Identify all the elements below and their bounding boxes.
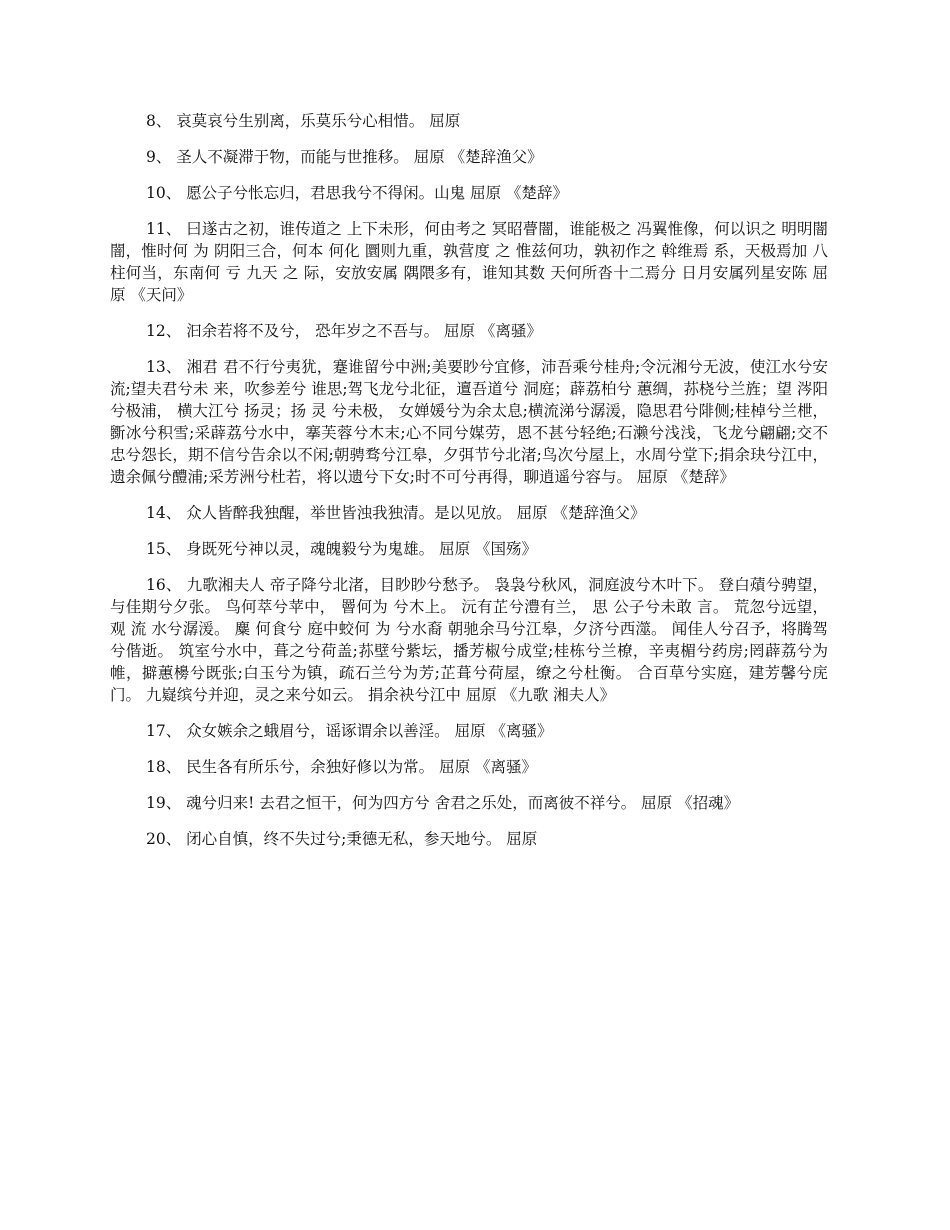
quote-20: 20、 闭心自慎，终不失过兮;秉德无私，参天地兮。 屈原 bbox=[146, 830, 538, 848]
quote-19: 19、 魂兮归来! 去君之恒干，何为四方兮 舍君之乐处，而离彼不祥兮。 屈原 《招魂》 bbox=[146, 794, 740, 812]
quote-18: 18、 民生各有所乐兮，余独好修以为常。 屈原 《离骚》 bbox=[146, 758, 538, 776]
quote-11: 11、 曰遂古之初，谁传道之 上下未形，何由考之 冥昭瞢闇，谁能极之 冯翼惟像，何以识之 明明闇闇，惟时何 为 阴阳三合，何本 何化 圜则九重，孰营度 之 惟兹何功，孰初作之 斡维焉 系，天极焉加 八柱何当，东南何 亏 九天 之 际，安放安属 隅隈多有，谁知其数 天何所沓十二焉分 日月安属列星安陈 屈原 《天问》 bbox=[110, 220, 828, 304]
quote-16: 16、 九歌湘夫人 帝子降兮北渚，目眇眇兮愁予。 袅袅兮秋风，洞庭波兮木叶下。 登白薠兮骋望，与佳期兮夕张。 鸟何萃兮苹中， 罾何为 兮木上。 沅有芷兮澧有兰， 思 公子兮未敢 言。 荒忽兮远望，观 流 水兮潺湲。 麋 何食兮 庭中蛟何 为 兮水裔 朝驰余马兮江皋，夕济兮西澨。 闻佳人兮召予，将腾驾兮偕逝。 筑室兮水中，葺之兮荷盖;荪壁兮紫坛，播芳椒兮成堂;桂栋兮兰橑，辛夷楣兮药房;罔薜荔兮为帷，擗蕙櫋兮既张;白玉兮为镇，疏石兰兮为芳;芷葺兮荷屋，缭之兮杜衡。 合百草兮实庭，建芳馨兮庑门。 九嶷缤兮并迎，灵之来兮如云。 捐余袂兮江中 屈原 《九歌 湘夫人》 bbox=[110, 576, 828, 704]
document-body bbox=[110, 110, 828, 864]
quote-8: 8、 哀莫哀兮生别离，乐莫乐兮心相惜。 屈原 bbox=[146, 112, 461, 130]
quote-13: 13、 湘君 君不行兮夷犹，蹇谁留兮中洲;美要眇兮宜修，沛吾乘兮桂舟;令沅湘兮无波，使江水兮安流;望夫君兮未 来，吹参差兮 谁思;驾飞龙兮北征，邅吾道兮 洞庭；薜荔柏兮 蕙绸，荪桡兮兰旌；望 涔阳兮极浦， 横大江兮 扬灵；扬 灵 兮未极， 女婵媛兮为余太息;横流涕兮潺湲，隐思君兮陫侧;桂棹兮兰枻，斵冰兮积雪;采薜荔兮水中，搴芙蓉兮木末;心不同兮媒劳，恩不甚兮轻绝;石濑兮浅浅，飞龙兮翩翩;交不忠兮怨长，期不信兮告余以不闲;朝骋骛兮江皋，夕弭节兮北渚;鸟次兮屋上，水周兮堂下;捐余玦兮江中，遗余佩兮醴浦;采芳洲兮杜若，将以遗兮下女;时不可兮再得，聊逍遥兮容与。 屈原 《楚辞》 bbox=[110, 358, 828, 486]
quote-9: 9、 圣人不凝滞于物，而能与世推移。 屈原 《楚辞渔父》 bbox=[146, 148, 543, 166]
quote-10: 10、 愿公子兮怅忘归，君思我兮不得闲。山鬼 屈原 《楚辞》 bbox=[146, 184, 569, 202]
quote-12: 12、 汩余若将不及兮， 恐年岁之不吾与。 屈原 《离骚》 bbox=[146, 322, 542, 340]
quote-17: 17、 众女嫉余之蛾眉兮，谣诼谓余以善淫。 屈原 《离骚》 bbox=[146, 722, 553, 740]
quote-15: 15、 身既死兮神以灵，魂魄毅兮为鬼雄。 屈原 《国殇》 bbox=[146, 540, 538, 558]
quote-14: 14、 众人皆醉我独醒，举世皆浊我独清。是以见放。 屈原 《楚辞渔父》 bbox=[146, 504, 646, 522]
